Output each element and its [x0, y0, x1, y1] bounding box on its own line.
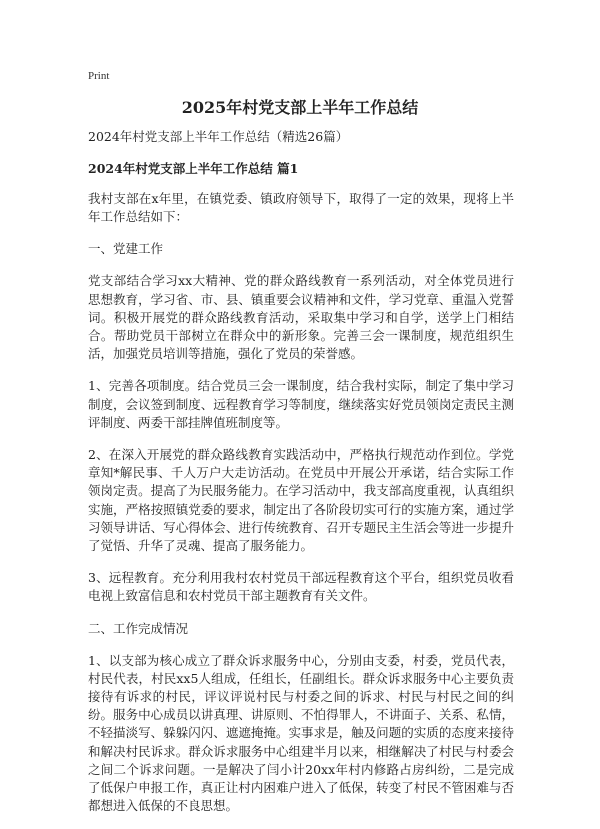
paragraph-service-center: 1、以支部为核心成立了群众诉求服务中心，分别由支委，村委，党员代表，村民代表，村民xx5人组成，任组长，任副组长。群众诉求服务中心主要负责接待有诉求的村民，评议评说村民与村委之间的诉求、村民与村民之间的纠纷。服务中心成员以讲真理、讲原则、不怕得罪人，不讲面子、关系、私情，不轻描淡写、躲躲闪闪、遮遮掩掩。实事求是，触及问题的实质的态度来接待和解决村民诉求。群众诉求服务中心组建半月以来，相继解决了村民与村委会之间二个诉求问题。一是解决了闫小计20xx年村内修路占房纠纷，二是完成了低保户申报工作，真正让村内困难户进入了低保，转变了村民不管困难与否都想进入低保的不良思想。: [88, 652, 514, 814]
print-link[interactable]: Print: [88, 70, 110, 82]
heading-work-completion: 二、工作完成情况: [88, 620, 189, 636]
page-title: 2025年村党支部上半年工作总结: [181, 98, 419, 117]
section-title: 2024年村党支部上半年工作总结 篇1: [88, 161, 299, 176]
paragraph-party-education: 党支部结合学习xx大精神、党的群众路线教育一系列活动，对全体党员进行思想教育，学习省、市、县、镇重要会议精神和文件，学习党章、重温入党誓词。积极开展党的群众路线教育活动，采取集中学习和自学，送学上门相结合。帮助党员干部树立在群众中的新形象。完善三会一课制度，规范组织生活，加强党员培训等措施，强化了党员的荣誉感。: [88, 273, 514, 362]
heading-party-building: 一、党建工作: [88, 241, 164, 257]
document-subtitle: 2024年村党支部上半年工作总结（精选26篇）: [88, 129, 349, 144]
paragraph-practice-activities: 2、在深入开展党的群众路线教育实践活动中，严格执行规范动作到位。学党章知*解民事、千人万户大走访活动。在党员中开展公开承诺，结合实际工作领岗定责。提高了为民服务能力。在学习活动中，我支部高度重视，认真组织实施，严格按照镇党委的要求，制定出了各阶段切实可行的实施方案，通过学习领导讲话、写心得体会、进行传统教育、召开专题民主生活会等进一步提升了觉悟、升华了灵魂、提高了服务能力。: [88, 447, 514, 554]
paragraph-remote-education: 3、远程教育。充分利用我村农村党员干部远程教育这个平台，组织党员收看电视上致富信息和农村党员干部主题教育有关文件。: [88, 570, 514, 604]
paragraph-intro: 我村支部在x年里，在镇党委、镇政府领导下，取得了一定的效果，现将上半年工作总结如下：: [88, 191, 514, 225]
paragraph-systems: 1、完善各项制度。结合党员三会一课制度，结合我村实际，制定了集中学习制度，会议签到制度、远程教育学习等制度，继续落实好党员领岗定责民主测评制度、两委干部挂牌值班制度等。: [88, 378, 514, 430]
document-body: [88, 128, 514, 829]
